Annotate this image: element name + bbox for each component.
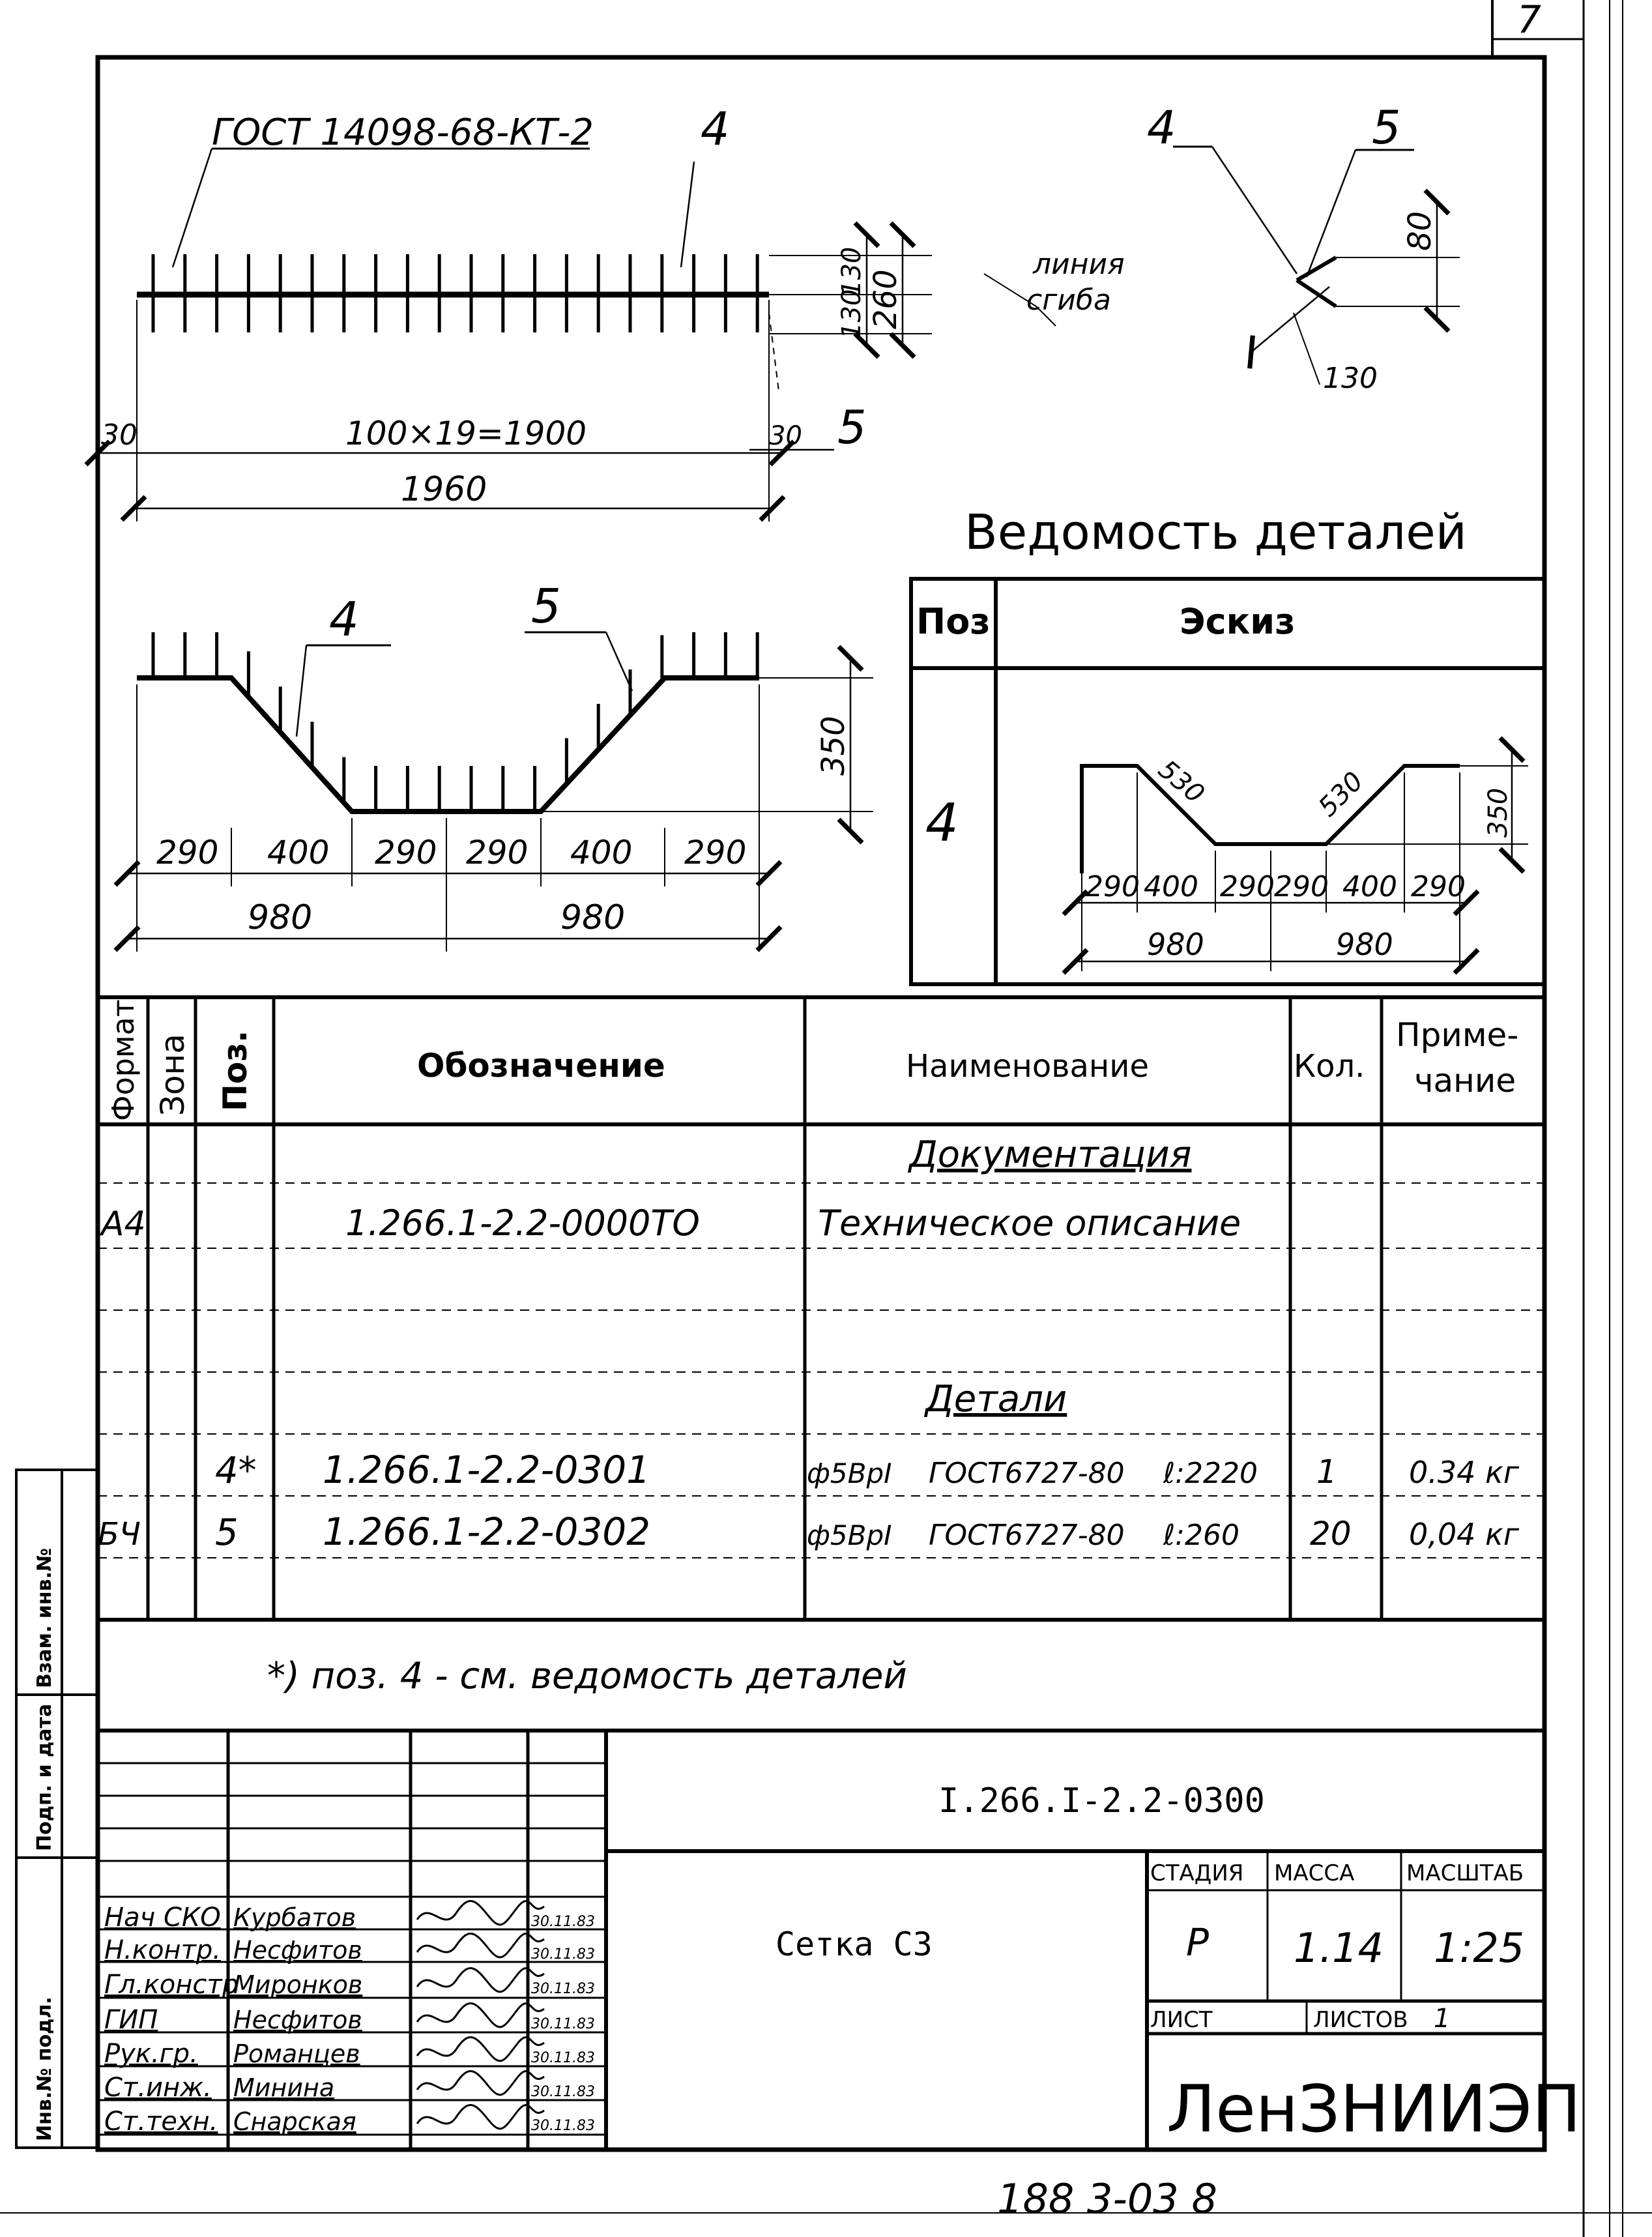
spec-col-name: Наименование: [906, 1048, 1150, 1085]
tb-people: [104, 1903, 595, 2137]
tb-person-date: 30.11.83: [531, 2084, 595, 2100]
spec-col-note-1: Приме-: [1396, 1016, 1519, 1054]
signature-icon: [417, 2105, 544, 2128]
profile-half-label: 980: [248, 898, 313, 937]
mesh-dim-30-left: 30: [101, 418, 138, 452]
parts-dim-530-a: 530: [1152, 754, 1210, 810]
detail-dim-80: 80: [1402, 211, 1438, 251]
spec-row5-qty: 20: [1310, 1515, 1352, 1553]
parts-half-labels: [1147, 927, 1393, 962]
spec-table: [98, 997, 1544, 1731]
profile-segment-label: 290: [684, 834, 747, 871]
profile-segment-label: 400: [570, 834, 633, 871]
mesh-pos-5-label: 5: [837, 401, 867, 454]
left-margin-strip: [16, 1470, 98, 2148]
tb-mass-label: МАССА: [1274, 1860, 1355, 1886]
tb-person-role: Ст.техн.: [104, 2107, 218, 2137]
parts-half-label: 980: [1147, 927, 1204, 962]
signature-icon: [417, 1933, 544, 1957]
tb-person-name: Минина: [233, 2073, 335, 2102]
spec-row4-name-a: ф5ВрI: [807, 1457, 892, 1489]
spec-col-qty: Кол.: [1294, 1048, 1365, 1085]
spec-row5-designation: 1.266.1-2.2-0302: [323, 1510, 651, 1554]
spec-doc-format: А4: [101, 1205, 146, 1244]
spec-doc-designation: 1.266.1-2.2-0000ТО: [345, 1203, 700, 1244]
spec-col-designation: Обозначение: [417, 1047, 665, 1085]
tb-org: ЛенЗНИИЭП: [1167, 2071, 1582, 2147]
spec-row4-designation: 1.266.1-2.2-0301: [323, 1448, 651, 1492]
sheet-corner-number: 7: [1517, 0, 1541, 42]
parts-segment-label: 400: [1144, 870, 1198, 903]
profile-pos-4-label: 4: [329, 592, 359, 647]
profile-dim-350: 350: [815, 716, 852, 776]
spec-section-parts: Детали: [925, 1378, 1067, 1420]
parts-segment-labels: [1085, 870, 1466, 903]
tb-person-role: Гл.констр: [104, 1970, 239, 2000]
profile-segment-label: 400: [267, 834, 330, 871]
spec-row5-name-c: ℓ:260: [1163, 1519, 1239, 1552]
tb-person-name: Романцев: [233, 2040, 360, 2068]
mesh-dim-130-a: 130: [837, 246, 867, 297]
parts-row-pos: 4: [925, 793, 959, 853]
tb-person-date: 30.11.83: [531, 2118, 595, 2134]
parts-dim-350: 350: [1483, 787, 1513, 838]
detail-pos-5-label: 5: [1372, 101, 1401, 154]
bend-detail-drawing: [1173, 147, 1460, 385]
tb-person-name: Снарская: [233, 2107, 356, 2136]
tb-sheets-count: 1: [1434, 2004, 1451, 2034]
parts-col-pos: Поз: [916, 601, 991, 642]
profile-segment-labels: [156, 834, 746, 871]
profile-half-label: 980: [560, 898, 626, 937]
parts-schedule-title: Ведомость деталей: [964, 504, 1467, 561]
margin-inv-podl: Инв.№ подл.: [33, 1996, 56, 2141]
spec-footnote: *) поз. 4 - см. ведомость деталей: [267, 1655, 907, 1697]
tb-stage-label: СТАДИЯ: [1150, 1860, 1244, 1886]
mesh-dim-total: 1960: [401, 470, 487, 509]
margin-podp-data: Подп. и дата: [33, 1703, 56, 1851]
parts-col-sketch: Эскиз: [1180, 601, 1296, 642]
bend-line-label-2: сгиба: [1026, 284, 1112, 317]
detail-pos-4-label: 4: [1147, 101, 1176, 154]
tb-person-role: Н.контр.: [104, 1935, 221, 1965]
tb-scale: 1:25: [1434, 1924, 1525, 1972]
spec-doc-name: Техническое описание: [818, 1203, 1241, 1244]
signature-icon: [417, 2037, 544, 2060]
gost-label: ГОСТ 14098-68-КТ-2: [212, 111, 594, 154]
tb-person-role: ГИП: [104, 2005, 158, 2035]
spec-row4-note: 0.34 кг: [1409, 1455, 1519, 1490]
tb-person-name: Миронков: [233, 1970, 363, 1999]
tb-person-date: 30.11.83: [531, 1946, 595, 1963]
signature-icon: [417, 2003, 544, 2026]
tb-stage: Р: [1186, 1920, 1209, 1965]
spec-row5-note: 0,04 кг: [1409, 1517, 1519, 1552]
spec-row5-format: БЧ: [98, 1516, 141, 1553]
bend-line-label-1: линия: [1033, 248, 1125, 281]
spec-row5-name-b: ГОСТ6727-80: [929, 1519, 1125, 1552]
tb-person-date: 30.11.83: [531, 2016, 595, 2032]
tb-person-name: Несфитов: [233, 1936, 362, 1965]
spec-col-zone: Зона: [154, 1034, 192, 1116]
spec-row4-name-c: ℓ:2220: [1163, 1457, 1258, 1490]
tb-person-date: 30.11.83: [531, 2050, 595, 2066]
mesh-dim-30-right: 30: [769, 421, 802, 451]
parts-segment-label: 290: [1411, 870, 1466, 903]
profile-pos-5-label: 5: [531, 579, 561, 634]
spec-row5-pos: 5: [215, 1512, 239, 1554]
spec-row4-pos: 4*: [215, 1450, 257, 1492]
bottom-code: 188 3-03 8: [997, 2175, 1217, 2223]
tb-person-role: Ст.инж.: [104, 2073, 212, 2103]
mesh-profile-drawing: [127, 632, 873, 952]
mesh-dim-130-b: 130: [837, 289, 867, 339]
mesh-pos-4-label: 4: [701, 102, 730, 156]
tb-doc-number: I.266.I-2.2-0300: [938, 1781, 1265, 1820]
spec-section-docs: Документация: [909, 1133, 1192, 1176]
tb-person-role: Нач СКО: [104, 1903, 221, 1933]
spec-row4-name-b: ГОСТ6727-80: [929, 1457, 1125, 1490]
profile-half-labels: [248, 898, 625, 937]
mesh-dim-pitch: 100×19=1900: [345, 415, 587, 452]
spec-col-pos: Поз.: [216, 1030, 254, 1111]
mesh-dim-260: 260: [867, 269, 904, 329]
spec-row5-name-a: ф5ВрI: [807, 1519, 892, 1551]
tb-person-name: Курбатов: [233, 1903, 356, 1932]
parts-half-label: 980: [1336, 927, 1393, 962]
spec-col-format: Формат: [106, 999, 141, 1121]
signature-icon: [417, 2071, 544, 2094]
signature-icon: [417, 1901, 544, 1924]
parts-dim-530-b: 530: [1312, 766, 1370, 823]
tb-scale-label: МАСШТАБ: [1406, 1860, 1524, 1886]
tb-mass: 1.14: [1294, 1924, 1384, 1972]
parts-segment-label: 290: [1220, 870, 1275, 903]
margin-vzam-inv: Взам. инв.№: [33, 1547, 56, 1688]
tb-person-date: 30.11.83: [531, 1914, 595, 1930]
profile-segment-label: 290: [375, 834, 437, 871]
tb-name: Сетка С3: [775, 1925, 933, 1963]
profile-segment-label: 290: [156, 834, 219, 871]
tb-person-date: 30.11.83: [531, 1981, 595, 1997]
parts-segment-label: 290: [1274, 870, 1329, 903]
tb-sheets-label: ЛИСТОВ: [1313, 2007, 1408, 2033]
detail-dim-130: 130: [1323, 362, 1378, 395]
parts-segment-label: 400: [1342, 870, 1397, 903]
profile-segment-label: 290: [466, 834, 529, 871]
tb-person-role: Рук.гр.: [104, 2039, 198, 2069]
parts-segment-label: 290: [1085, 870, 1140, 903]
spec-row4-qty: 1: [1316, 1453, 1337, 1491]
tb-person-name: Несфитов: [233, 2006, 362, 2034]
signatures: [417, 1901, 544, 2128]
mesh-plan-drawing: [98, 149, 1056, 521]
signature-icon: [417, 1968, 544, 1991]
tb-sheet-label: ЛИСТ: [1150, 2007, 1213, 2033]
spec-col-note-2: чание: [1414, 1062, 1516, 1100]
